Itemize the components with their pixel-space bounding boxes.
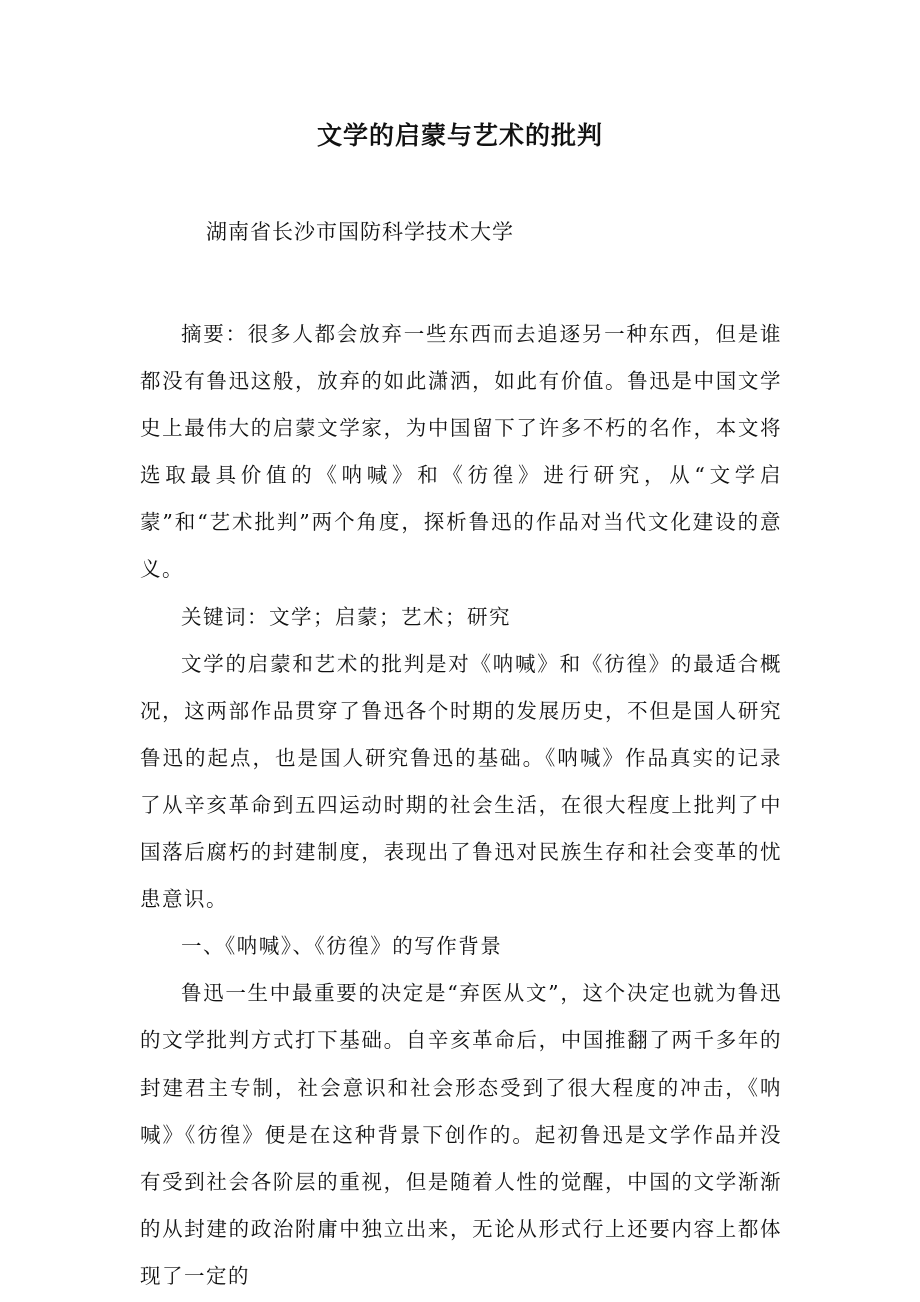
author-affiliation: 湖南省长沙市国防科学技术大学 (206, 220, 514, 244)
abstract-paragraph: 摘要：很多人都会放弃一些东西而去追逐另一种东西，但是谁都没有鲁迅这般，放弃的如此潇洒，如此有价值。鲁迅是中国文学史上最伟大的启蒙文学家，为中国留下了许多不朽的名作，本文将选取最具价值的《呐喊》和《彷徨》进行研究，从“文学启蒙”和“艺术批判”两个角度，探析鲁迅的作品对当代文化建设的意义。 (140, 322, 782, 582)
document-title: 文学的启蒙与艺术的批判 (316, 121, 603, 150)
keywords-line: 关键词：文学；启蒙；艺术；研究 (181, 604, 511, 629)
section-heading: 一、《呐喊》、《彷徨》的写作背景 (181, 934, 503, 959)
intro-paragraph: 文学的启蒙和艺术的批判是对《呐喊》和《彷徨》的最适合概况，这两部作品贯穿了鲁迅各个时期的发展历史，不但是国人研究鲁迅的起点，也是国人研究鲁迅的基础。《呐喊》作品真实的记录了从辛亥革命到五四运动时期的社会生活，在很大程度上批判了中国落后腐朽的封建制度，表现出了鲁迅对民族生存和社会变革的忧患意识。 (140, 651, 782, 912)
document-body (140, 311, 782, 1300)
section-paragraph: 鲁迅一生中最重要的决定是“弃医从文”，这个决定也就为鲁迅的文学批判方式打下基础。自辛亥革命后，中国推翻了两千多年的封建君主专制，社会意识和社会形态受到了很大程度的冲击，《呐喊》《彷徨》便是在这种背景下创作的。起初鲁迅是文学作品并没有受到社会各阶层的重视，但是随着人性的觉醒，中国的文学渐渐的从封建的政治附庸中独立出来，无论从形式行上还要内容上都体现了一定的 (140, 981, 782, 1288)
